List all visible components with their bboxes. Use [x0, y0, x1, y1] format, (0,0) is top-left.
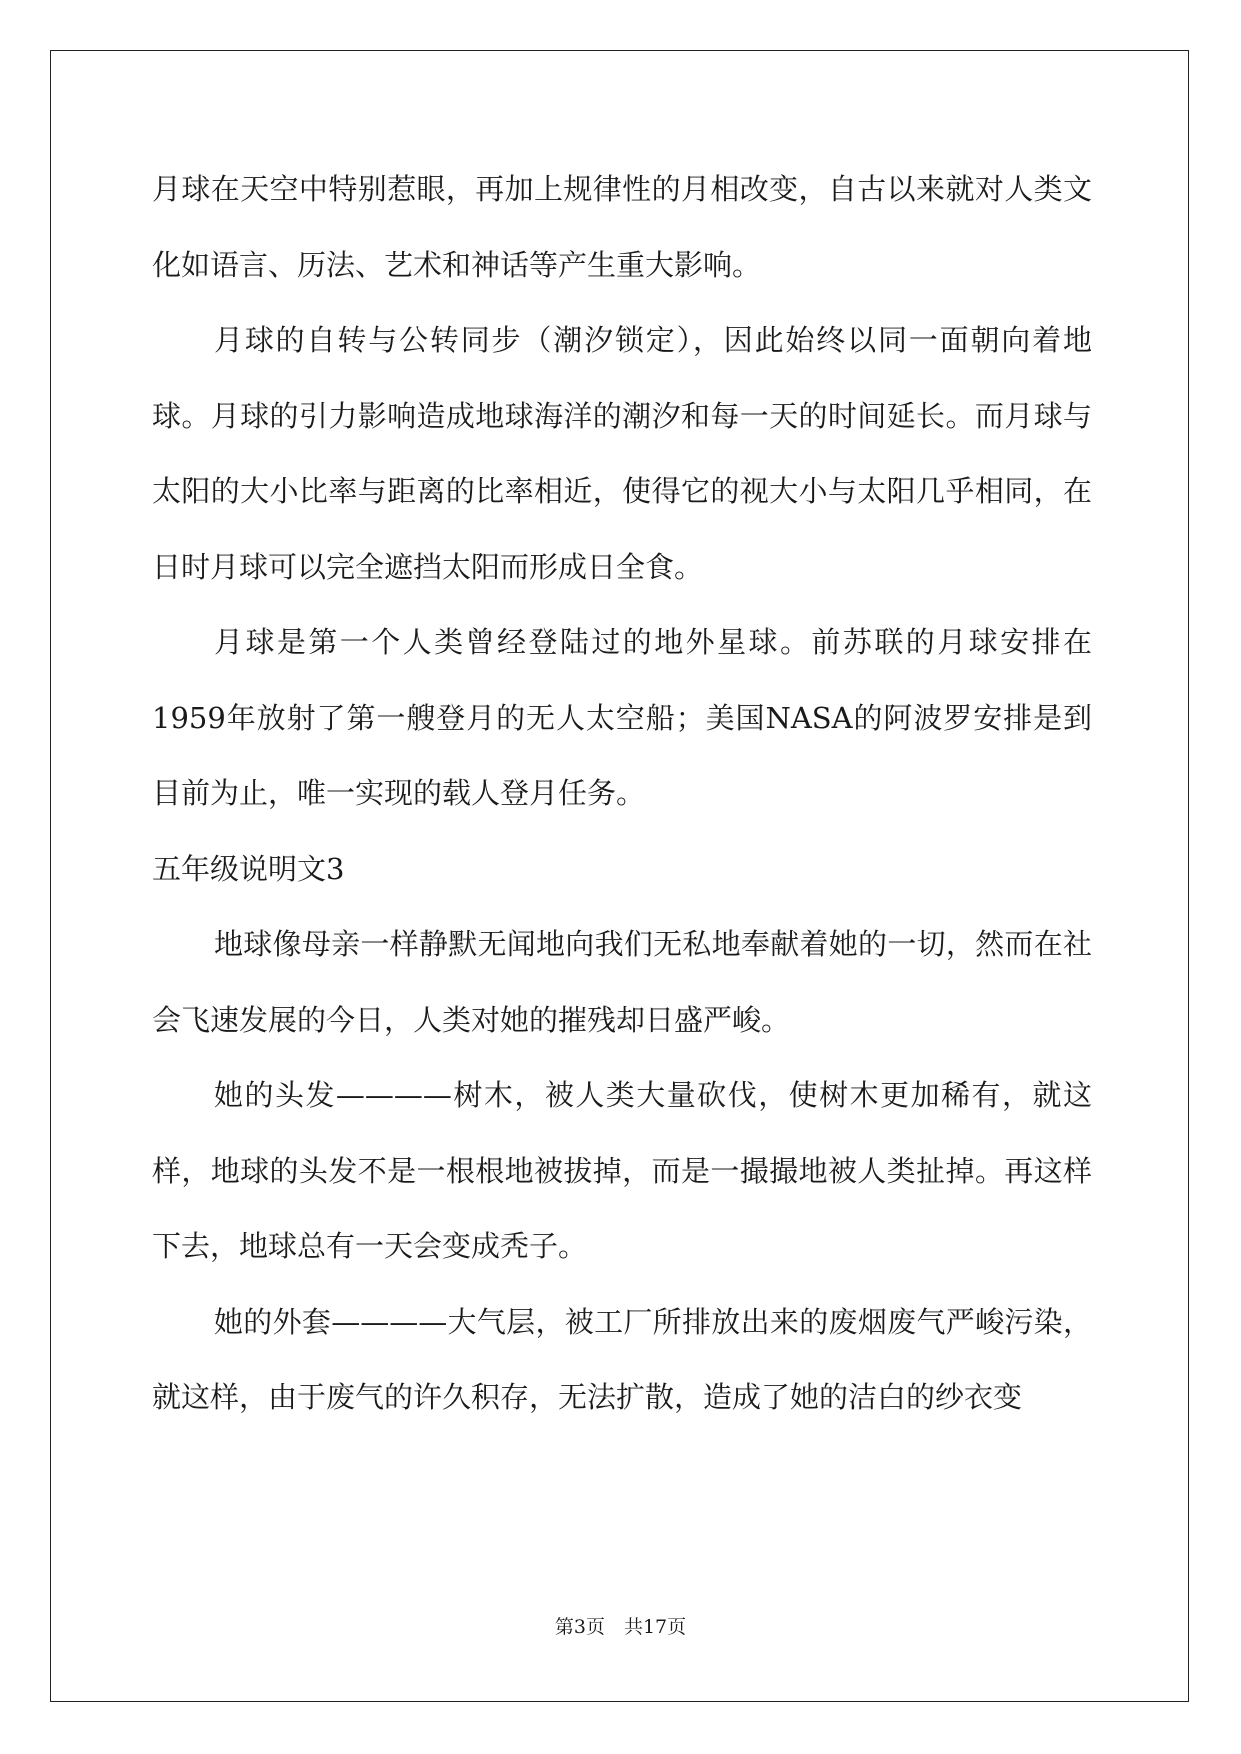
paragraph-4: 地球像母亲一样静默无闻地向我们无私地奉献着她的一切，然而在社会飞速发展的今日，人类对她的摧残却日盛严峻。: [152, 927, 1092, 1037]
document-body: [152, 152, 1092, 1436]
paragraph-1: 月球在天空中特别惹眼，再加上规律性的月相改变，自古以来就对人类文化如语言、历法、艺术和神话等产生重大影响。: [152, 172, 1092, 282]
paragraph-6: 她的外套————大气层，被工厂所排放出来的废烟废气严峻污染，就这样，由于废气的许久积存，无法扩散，造成了她的洁白的纱衣变: [152, 1304, 1092, 1414]
section-heading: 五年级说明文3: [152, 851, 345, 886]
page-footer: 第3页 共17页: [554, 1616, 687, 1638]
paragraph-5: 她的头发————树木，被人类大量砍伐，使树木更加稀有，就这样，地球的头发不是一根根地被拔掉，而是一撮撮地被人类扯掉。再这样下去，地球总有一天会变成秃子。: [152, 1078, 1092, 1263]
paragraph-3: 月球是第一个人类曾经登陆过的地外星球。前苏联的月球安排在1959年放射了第一艘登月的无人太空船；美国NASA的阿波罗安排是到目前为止，唯一实现的载人登月任务。: [152, 625, 1092, 810]
paragraph-2: 月球的自转与公转同步（潮汐锁定），因此始终以同一面朝向着地球。月球的引力影响造成地球海洋的潮汐和每一天的时间延长。而月球与太阳的大小比率与距离的比率相近，使得它的视大小与太阳几乎相同，在日时月球可以完全遮挡太阳而形成日全食。: [152, 323, 1092, 584]
